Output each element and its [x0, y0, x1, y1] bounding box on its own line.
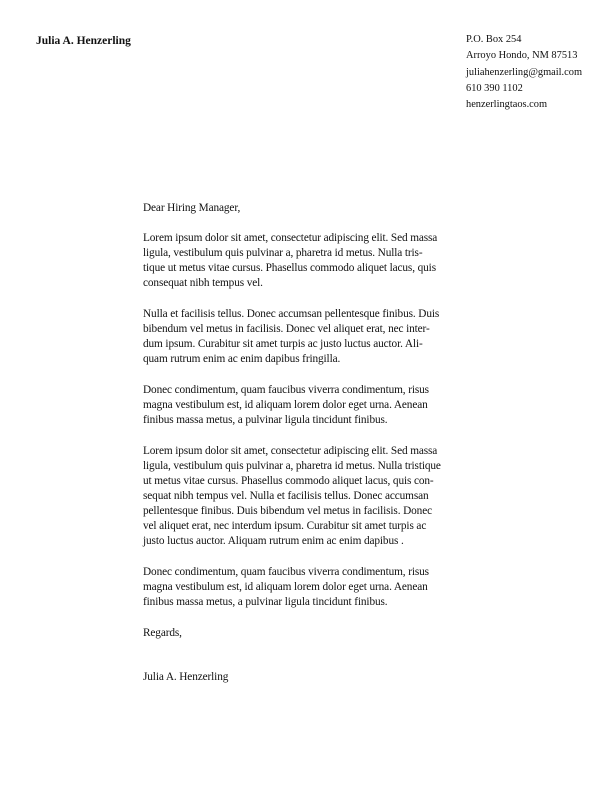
contact-website: henzerlingtaos.com — [466, 99, 548, 111]
contact-address-line-2: Arroyo Hondo, NM 87513 — [466, 50, 578, 62]
letter-paragraph-1 — [143, 231, 470, 291]
paragraph-line: justo luctus auctor. Aliquam rutrum enim ac enim dapibus . — [143, 535, 404, 548]
paragraph-line: magna vestibulum est, id aliquam lorem dolor eget urna. Aenean — [143, 399, 428, 412]
contact-address-line-1: P.O. Box 254 — [466, 34, 522, 45]
letter-paragraph-4 — [143, 444, 470, 550]
paragraph-line: sequat nibh tempus vel. Nulla et facilisis tellus. Donec accumsan — [143, 490, 429, 503]
contact-phone: 610 390 1102 — [466, 82, 523, 94]
paragraph-line: Lorem ipsum dolor sit amet, consectetur adipiscing elit. Sed massa — [143, 444, 438, 457]
paragraph-line: magna vestibulum est, id aliquam lorem dolor eget urna. Aenean — [143, 581, 428, 594]
sender-name: Julia A. Henzerling — [36, 35, 131, 47]
paragraph-line: vel aliquet erat, nec interdum ipsum. Curabitur sit amet turpis ac — [143, 520, 427, 533]
paragraph-line: Nulla et facilisis tellus. Donec accumsan pellentesque finibus. Duis — [143, 308, 440, 321]
letter-signature: Julia A. Henzerling — [143, 671, 229, 684]
paragraph-line: tique ut metus vitae cursus. Phasellus commodo aliquet lacus, quis — [143, 262, 436, 275]
paragraph-line: Lorem ipsum dolor sit amet, consectetur adipiscing elit. Sed massa — [143, 232, 438, 245]
paragraph-line: quam rutrum enim ac enim dapibus fringilla. — [143, 353, 341, 366]
paragraph-line: finibus massa metus, a pulvinar ligula tincidunt finibus. — [143, 596, 388, 609]
paragraph-line: ligula, vestibulum quis pulvinar a, pharetra id metus. Nulla tris- — [143, 247, 423, 260]
letter-body — [143, 201, 470, 685]
paragraph-line: dum ipsum. Curabitur sit amet turpis ac justo luctus auctor. Ali- — [143, 338, 423, 351]
paragraph-line: Donec condimentum, quam faucibus viverra condimentum, risus — [143, 384, 429, 397]
paragraph-line: finibus massa metus, a pulvinar ligula tincidunt finibus. — [143, 414, 388, 427]
paragraph-line: ut metus vitae cursus. Phasellus commodo aliquet lacus, quis con- — [143, 475, 434, 488]
paragraph-line: ligula, vestibulum quis pulvinar a, pharetra id metus. Nulla tristique — [143, 460, 441, 472]
contact-block — [466, 32, 582, 113]
letter-paragraph-2 — [143, 307, 470, 367]
paragraph-line: consequat nibh tempus vel. — [143, 277, 263, 290]
letter-paragraph-5 — [143, 565, 470, 610]
paragraph-line: Donec condimentum, quam faucibus viverra condimentum, risus — [143, 566, 429, 579]
contact-email: juliahenzerling@gmail.com — [466, 66, 583, 78]
letter-closing: Regards, — [143, 627, 182, 640]
paragraph-line: bibendum vel metus in facilisis. Donec vel aliquet erat, nec inter- — [143, 323, 430, 336]
letter-paragraph-3 — [143, 383, 470, 428]
paragraph-line: pellentesque finibus. Duis bibendum vel metus in facilisis. Donec — [143, 505, 433, 518]
letter-salutation: Dear Hiring Manager, — [143, 202, 241, 214]
